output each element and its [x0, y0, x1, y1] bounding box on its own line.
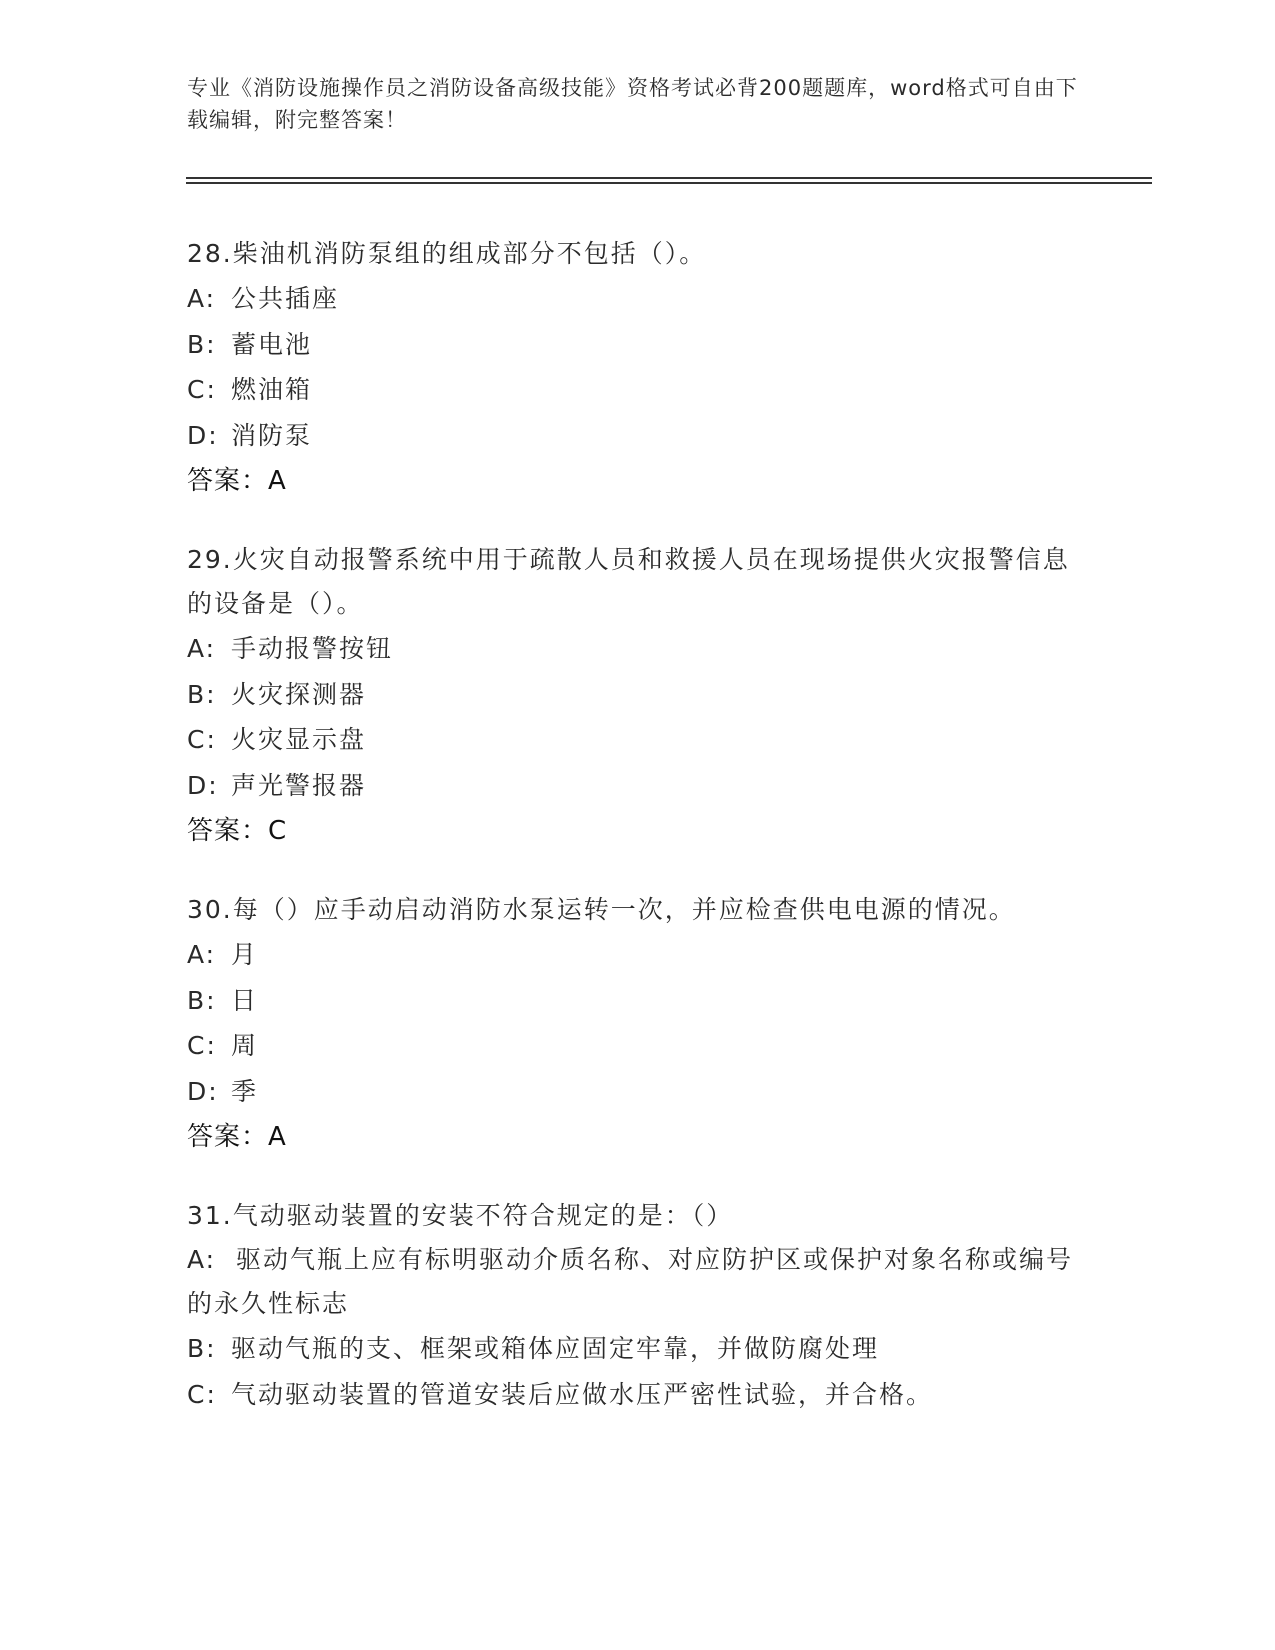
option-a	[187, 626, 1087, 672]
option-text: 火灾显示盘	[231, 725, 367, 754]
option-b	[187, 1326, 1087, 1372]
option-c	[187, 1372, 1087, 1418]
option-letter: B:	[187, 1334, 217, 1363]
option-letter: D:	[187, 420, 219, 450]
question-stem: 31.气动驱动装置的安装不符合规定的是：（）	[187, 1201, 734, 1230]
option-text: 月	[231, 940, 259, 969]
option-c	[187, 367, 1087, 413]
question-list	[187, 232, 1087, 1451]
option-letter: A:	[187, 1245, 217, 1274]
option-b	[187, 672, 1087, 718]
option-letter: A:	[187, 284, 217, 313]
answer-line: 答案：A	[187, 466, 287, 496]
option-letter: D:	[187, 770, 219, 800]
option-text: 手动报警按钮	[231, 634, 394, 663]
option-a	[187, 1238, 1087, 1326]
option-d	[187, 413, 1087, 459]
question-stem: 28.柴油机消防泵组的组成部分不包括（）。	[187, 239, 707, 268]
option-text: 燃油箱	[231, 375, 313, 404]
question-28	[187, 232, 1087, 504]
option-a	[187, 276, 1087, 322]
option-text: 气动驱动装置的管道安装后应做水压严密性试验，并合格。	[231, 1379, 934, 1409]
option-text: 消防泵	[231, 420, 313, 450]
answer-line: 答案：C	[187, 816, 288, 846]
option-text: 公共插座	[231, 284, 340, 313]
option-a	[187, 932, 1087, 978]
option-text: 季	[231, 1076, 259, 1106]
header-divider-bottom	[186, 182, 1152, 184]
option-c	[187, 717, 1087, 763]
option-text: 周	[231, 1031, 259, 1060]
option-text: 火灾探测器	[231, 679, 367, 709]
option-letter: C:	[187, 1379, 217, 1409]
answer-line: 答案：A	[187, 1122, 287, 1152]
document-header: 专业《消防设施操作员之消防设备高级技能》资格考试必背200题题库，word格式可自由下载编辑，附完整答案！	[187, 76, 1078, 132]
question-stem: 29.火灾自动报警系统中用于疏散人员和救援人员在现场提供火灾报警信息的设备是（）。	[187, 545, 1070, 618]
option-b	[187, 322, 1087, 368]
option-text: 驱动气瓶的支、框架或箱体应固定牢靠，并做防腐处理	[231, 1334, 880, 1363]
option-b	[187, 978, 1087, 1024]
option-letter: A:	[187, 940, 217, 969]
option-c	[187, 1023, 1087, 1069]
option-text: 蓄电池	[231, 329, 313, 359]
option-letter: B:	[187, 679, 217, 709]
option-d	[187, 763, 1087, 809]
header-divider-top	[186, 177, 1152, 179]
option-letter: B:	[187, 329, 217, 359]
option-d	[187, 1069, 1087, 1115]
question-31	[187, 1194, 1087, 1417]
option-letter: C:	[187, 725, 217, 754]
question-29	[187, 538, 1087, 854]
option-text: 驱动气瓶上应有标明驱动介质名称、对应防护区或保护对象名称或编号的永久性标志	[187, 1245, 1074, 1318]
option-letter: C:	[187, 375, 217, 404]
option-letter: C:	[187, 1031, 217, 1060]
question-stem: 30.每（）应手动启动消防水泵运转一次，并应检查供电电源的情况。	[187, 895, 1016, 924]
option-text: 声光警报器	[231, 770, 367, 800]
option-letter: A:	[187, 634, 217, 663]
option-letter: B:	[187, 985, 217, 1015]
option-letter: D:	[187, 1076, 219, 1106]
question-30	[187, 888, 1087, 1160]
option-text: 日	[231, 985, 259, 1015]
